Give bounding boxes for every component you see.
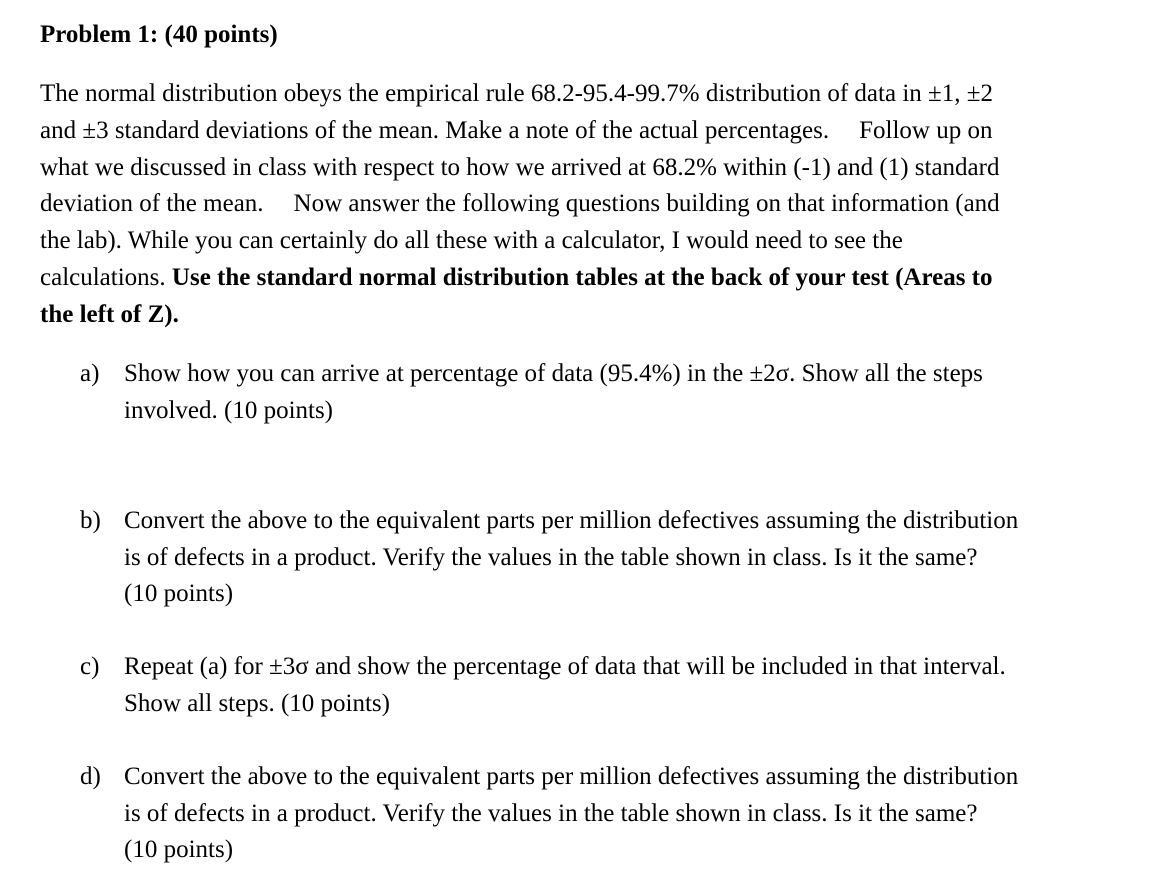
problem-heading: Problem 1: (40 points) [40, 21, 278, 48]
intro-line [40, 260, 1120, 297]
question-line: is of defects in a product. Verify the values in the table shown in class. Is it the same? [124, 543, 978, 571]
intro-line [40, 186, 1120, 223]
intro-line [40, 113, 1120, 150]
intro-text: Now answer the following questions building on that information (and [293, 190, 1000, 218]
question-text [124, 759, 1134, 869]
question-line: Convert the above to the equivalent parts per million defectives assuming the distribution [124, 507, 1019, 534]
question-text [124, 649, 1134, 722]
intro-paragraph [40, 76, 1120, 334]
question-text [124, 356, 1134, 429]
intro-text: calculations. [40, 263, 166, 291]
question-line: involved. (10 points) [124, 396, 334, 424]
question-line: Convert the above to the equivalent parts per million defectives assuming the distribution [124, 763, 1019, 790]
question-label: a) [80, 360, 100, 387]
question-line: (10 points) [124, 580, 234, 607]
question-line: Repeat (a) for ±3σ and show the percentage of data that will be included in that interval. [124, 653, 1006, 680]
question-line: (10 points) [124, 836, 234, 863]
question-line: Show how you can arrive at percentage of data (95.4%) in the ±2σ. Show all the steps [124, 360, 983, 387]
instruction-bold-line: the left of Z). [40, 300, 179, 328]
intro-text: Follow up on [859, 116, 993, 144]
intro-line: what we discussed in class with respect to how we arrived at 68.2% within (-1) and (1) standard [40, 153, 1000, 181]
intro-line: The normal distribution obeys the empirical rule 68.2-95.4-99.7% distribution of data in ±1, ±2 [40, 80, 993, 107]
intro-text: and ±3 standard deviations of the mean. Make a note of the actual percentages. [40, 116, 830, 144]
intro-line: the lab). While you can certainly do all these with a calculator, I would need to see the [40, 227, 903, 255]
question-text [124, 503, 1134, 613]
question-label: d) [80, 763, 101, 790]
question-label: b) [80, 507, 101, 534]
intro-text: deviation of the mean. [40, 190, 264, 218]
question-label: c) [80, 653, 100, 680]
question-line: is of defects in a product. Verify the values in the table shown in class. Is it the same? [124, 799, 978, 827]
question-line: Show all steps. (10 points) [124, 689, 390, 717]
instruction-bold: Use the standard normal distribution tables at the back of your test (Areas to [171, 263, 993, 291]
